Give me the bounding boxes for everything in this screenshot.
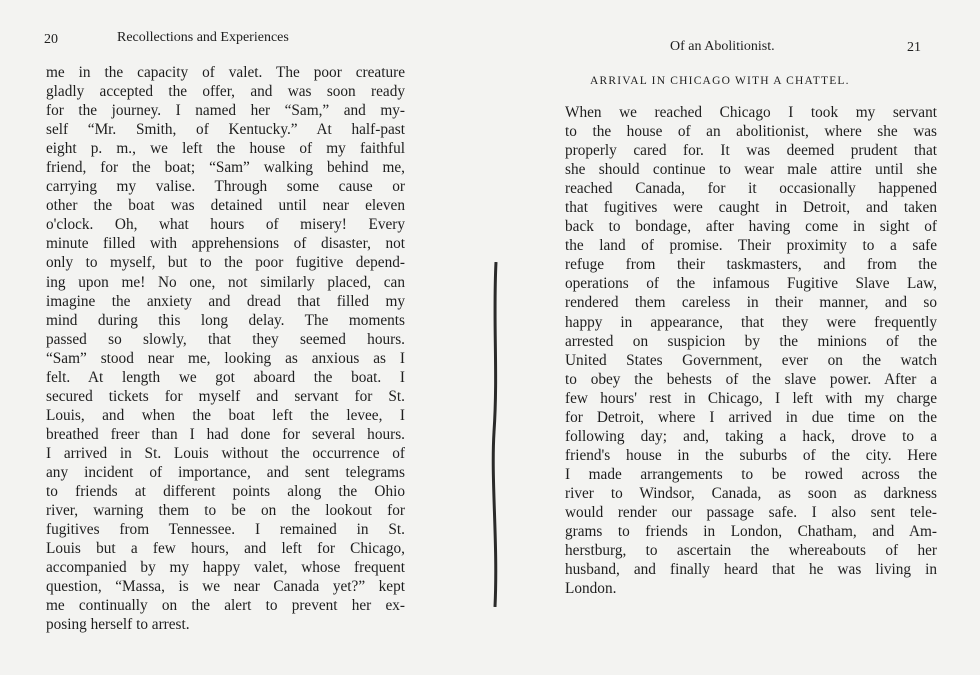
text-line: to friends at different points along the Ohio xyxy=(46,483,405,501)
text-line: any incident of importance, and sent telegrams xyxy=(46,463,405,481)
text-line: river, warning them to be on the lookout for xyxy=(46,502,405,520)
text-line: back to bondage, after having come in sight of xyxy=(565,218,937,236)
text-line: other the boat was detained until near eleven xyxy=(46,197,405,215)
text-line: Louis, and when the boat left the levee, I xyxy=(46,406,405,424)
text-line: passed so slowly, that they seemed hours. xyxy=(46,330,405,348)
text-line: friend, for the boat; “Sam” walking behind me, xyxy=(46,159,405,177)
text-line: breathed freer than I had done for several hours. xyxy=(46,425,405,443)
text-line: arrested on suspicion by the minions of the xyxy=(565,332,937,350)
text-line: rendered them careless in their manner, and so xyxy=(565,294,937,312)
text-line: posing herself to arrest. xyxy=(46,616,190,634)
text-line: “Sam” stood near me, looking as anxious as I xyxy=(46,349,405,367)
text-line: When we reached Chicago I took my servant xyxy=(565,104,937,121)
text-line: the land of promise. Their proximity to a safe xyxy=(565,237,937,255)
text-line: I arrived in St. Louis without the occurrence of xyxy=(46,444,405,462)
right-page-number: 21 xyxy=(907,40,921,55)
text-line: reached Canada, for it occasionally happened xyxy=(565,180,937,198)
text-line: question, “Massa, is we near Canada yet?” kept xyxy=(46,578,405,596)
text-line: gladly accepted the offer, and was soon ready xyxy=(46,83,405,101)
right-running-head: Of an Abolitionist. xyxy=(670,39,775,54)
section-heading: ARRIVAL IN CHICAGO WITH A CHATTEL. xyxy=(590,75,850,87)
text-line: only to myself, but to the poor fugitive depend- xyxy=(46,254,405,272)
left-running-head: Recollections and Experiences xyxy=(117,30,289,45)
text-line: husband, and finally heard that he was living in xyxy=(565,561,937,579)
text-line: secured tickets for myself and servant for St. xyxy=(46,387,405,405)
text-line: me continually on the alert to prevent her ex- xyxy=(46,597,405,615)
text-line: would render our passage safe. I also sent tele- xyxy=(565,503,937,521)
text-line: properly cared for. It was deemed prudent that xyxy=(565,142,937,160)
left-page-number: 20 xyxy=(44,32,58,47)
text-line: for the journey. I named her “Sam,” and my- xyxy=(46,102,405,120)
text-line: that fugitives were caught in Detroit, and taken xyxy=(565,199,937,217)
text-line: she should continue to wear male attire until she xyxy=(565,161,937,179)
text-line: to obey the behests of the slave power. After a xyxy=(565,370,937,388)
text-line: friend's house in the suburbs of the city. Here xyxy=(565,446,937,464)
left-body-text xyxy=(46,63,405,634)
text-line: grams to friends in London, Chatham, and Am- xyxy=(565,523,937,541)
text-line: following day; and, taking a hack, drove to a xyxy=(565,427,937,445)
text-line: self “Mr. Smith, of Kentucky.” At half-past xyxy=(46,121,405,139)
text-line: London. xyxy=(565,580,617,598)
text-line: eight p. m., we left the house of my faithful xyxy=(46,140,405,158)
text-line: minute filled with apprehensions of disaster, not xyxy=(46,235,405,253)
text-line: refuge from their taskmasters, and from the xyxy=(565,256,937,274)
text-line: United States Government, ever on the watch xyxy=(565,351,937,369)
text-line: me in the capacity of valet. The poor creature xyxy=(46,64,405,81)
text-line: mind during this long delay. The moments xyxy=(46,311,405,329)
text-line: I made arrangements to be rowed across the xyxy=(565,465,937,483)
text-line: river to Windsor, Canada, as soon as darkness xyxy=(565,484,937,502)
text-line: ing upon me! No one, not similarly placed, can xyxy=(46,273,405,291)
text-line: o'clock. Oh, what hours of misery! Every xyxy=(46,216,405,234)
text-line: to the house of an abolitionist, where she was xyxy=(565,123,937,141)
text-line: few hours' rest in Chicago, I left with my charge xyxy=(565,389,937,407)
right-body-text xyxy=(565,103,937,598)
text-line: herstburg, to ascertain the whereabouts of her xyxy=(565,542,937,560)
text-line: carrying my valise. Through some cause or xyxy=(46,178,405,196)
text-line: accompanied by my happy valet, whose frequent xyxy=(46,559,405,577)
text-line: operations of the infamous Fugitive Slave Law, xyxy=(565,275,937,293)
text-line: fugitives from Tennessee. I remained in St. xyxy=(46,521,405,539)
text-line: happy in appearance, that they were frequently xyxy=(565,313,937,331)
text-line: Louis but a few hours, and left for Chicago, xyxy=(46,540,405,558)
text-line: imagine the anxiety and dread that filled my xyxy=(46,292,405,310)
right-page xyxy=(498,0,980,675)
text-line: for Detroit, where I arrived in due time on the xyxy=(565,408,937,426)
text-line: felt. At length we got aboard the boat. I xyxy=(46,368,405,386)
